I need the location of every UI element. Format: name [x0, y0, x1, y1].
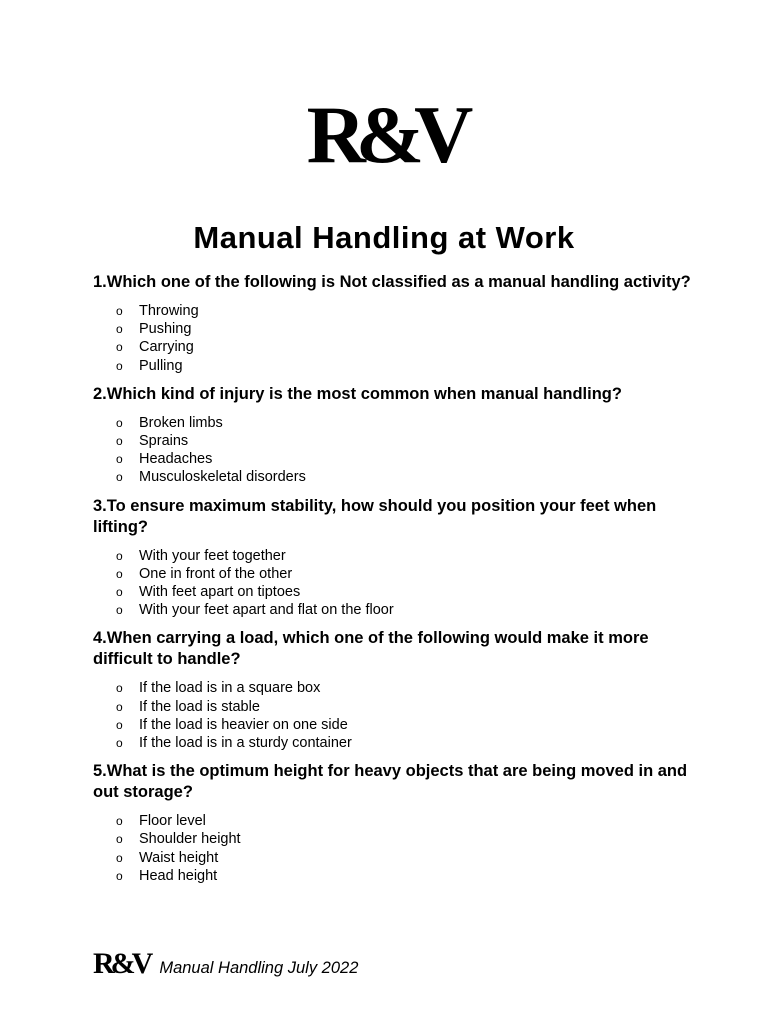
- answer-option[interactable]: o If the load is in a sturdy container: [139, 734, 693, 752]
- question-3: [93, 496, 693, 620]
- answer-option[interactable]: o With feet apart on tiptoes: [139, 583, 693, 601]
- answer-option[interactable]: o One in front of the other: [139, 565, 693, 583]
- page-footer: [93, 944, 358, 980]
- question-text: 5.What is the optimum height for heavy objects that are being moved in and out storage?: [93, 762, 688, 802]
- question-text: 3.To ensure maximum stability, how should you position your feet when lifting?: [93, 496, 657, 536]
- question-2: [93, 384, 693, 487]
- answer-option[interactable]: o Headaches: [139, 450, 693, 468]
- answer-option[interactable]: o Floor level: [139, 812, 693, 830]
- answer-option[interactable]: o If the load is stable: [139, 698, 693, 716]
- answer-option[interactable]: o Carrying: [139, 338, 693, 356]
- answer-option[interactable]: o With your feet together: [139, 547, 693, 565]
- answer-options: [93, 302, 693, 375]
- answer-option[interactable]: o Sprains: [139, 432, 693, 450]
- question-text: 2.Which kind of injury is the most common when manual handling?: [93, 384, 622, 403]
- answer-option[interactable]: o If the load is heavier on one side: [139, 716, 693, 734]
- answer-option[interactable]: o Musculoskeletal disorders: [139, 468, 693, 486]
- footer-logo: R&V: [93, 947, 150, 980]
- question-5: [93, 761, 693, 885]
- company-logo: R&V: [306, 89, 464, 180]
- question-4: [93, 628, 693, 752]
- answer-option[interactable]: o If the load is in a square box: [139, 679, 693, 697]
- answer-options: [93, 547, 693, 620]
- page-title: Manual Handling at Work: [193, 220, 575, 255]
- answer-option[interactable]: o Waist height: [139, 849, 693, 867]
- answer-option[interactable]: o Shoulder height: [139, 830, 693, 848]
- answer-option[interactable]: o Pushing: [139, 320, 693, 338]
- answer-option[interactable]: o Throwing: [139, 302, 693, 320]
- answer-options: [93, 679, 693, 752]
- answer-option[interactable]: o Head height: [139, 867, 693, 885]
- answer-option[interactable]: o With your feet apart and flat on the floor: [139, 601, 693, 619]
- question-text: 1.Which one of the following is Not classified as a manual handling activity?: [93, 273, 691, 291]
- question-text: 4.When carrying a load, which one of the following would make it more difficult to handle?: [93, 629, 649, 669]
- footer-text: Manual Handling July 2022: [159, 959, 359, 977]
- answer-option[interactable]: o Broken limbs: [139, 414, 693, 432]
- answer-options: [93, 812, 693, 885]
- answer-option[interactable]: o Pulling: [139, 357, 693, 375]
- question-1: [93, 272, 693, 375]
- answer-options: [93, 414, 693, 487]
- quiz-questions: [93, 272, 693, 894]
